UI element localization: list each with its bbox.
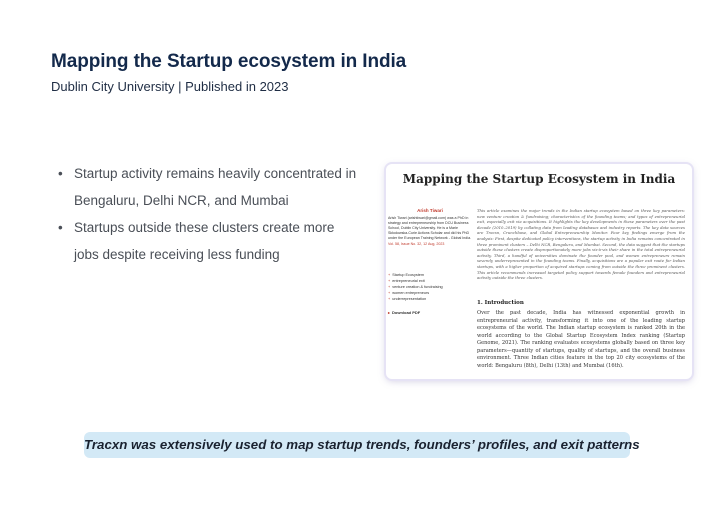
slide-title: Mapping the Startup ecosystem in India bbox=[51, 51, 407, 72]
keyword-item: + underrepresentation bbox=[388, 297, 427, 301]
bullet-list bbox=[58, 160, 358, 268]
article-affiliation: Arish Tiwari (arishtiwari@gmail.com) was a PhD in strategy and entrepreneurship from DCU Business School, Dublin City University. He is a Marie Skłodowska-Curie Actions Scholar and did his PhD under the European Training Network - Global India. bbox=[388, 216, 472, 240]
slide-subtitle: Dublin City University | Published in 2023 bbox=[51, 79, 289, 94]
keyword-list bbox=[388, 272, 472, 302]
article-abstract: This article examines the major trends in the Indian startup ecosystem based on three key parameters: new venture creation & fundraising; characteristics of the founding teams; and types of entrepreneurial exit, especially exit via acquisitions. It highlights the key developments in these parameters over the past decade (2010–2019) by collating data from leading databases and industry reports. The key data sources are Tracxn, Crunchbase, and Global Entrepreneurship Monitor. Four key findings emerge from the analysis: First, despite dedicated policy interventions, the startup activity in India remains concentrated in three prominent clusters – Delhi NCR, Bengaluru, and Mumbai. Second, the data suggest that the startups outside these clusters create disproportionately more jobs vis-à-vis their share in the total entrepreneurial activity. Third, a handful of universities dominate the founder pool, and women entrepreneurs remain severely underrepresented in the founding teams. Finally, acquisitions are a popular exit route for Indian startups, with a higher proportion of acquired startups coming from outside the three prominent clusters. This article recommends increased targeted policy support towards female founders and entrepreneurial activity outside the three clusters. bbox=[477, 208, 685, 281]
plus-icon: + bbox=[388, 297, 391, 301]
callout-banner: Tracxn was extensively used to map startup trends, founders’ profiles, and exit patterns bbox=[84, 432, 630, 458]
keyword-item: + Startup Ecosystem bbox=[388, 273, 425, 277]
article-screenshot bbox=[386, 164, 692, 379]
article-body: Over the past decade, India has witnessed exponential growth in entrepreneurial activity, transforming it into one of the leading startup ecosystems of the world. The Indian startup ecosystem is ranked 20th in the world according to the Global Startup Ecosystem Index ranking (Startup Genome, 2021). The ranking evaluates ecosystems globally based on three key parameters—quantity of startups, quality of startups, and the overall business environment. Three Indian cities feature in the top 20 city ecosystems of the world: Bengaluru (8th), Delhi (13th) and Mumbai (16th). bbox=[477, 310, 685, 369]
download-pdf-link: ▸ Download PDF bbox=[388, 310, 421, 315]
plus-icon: + bbox=[388, 279, 391, 283]
plus-icon: + bbox=[388, 273, 391, 277]
bullet-item: • Startup activity remains heavily concentrated in Bengaluru, Delhi NCR, and Mumbai bbox=[58, 160, 358, 214]
download-icon: ▸ bbox=[388, 310, 391, 315]
article-sidebar bbox=[388, 208, 472, 315]
bullet-item: • Startups outside these clusters create more jobs despite receiving less funding bbox=[58, 214, 358, 268]
article-title: Mapping the Startup Ecosystem in India bbox=[402, 172, 676, 186]
plus-icon: + bbox=[388, 291, 391, 295]
article-main bbox=[477, 208, 685, 379]
section-heading: 1. Introduction bbox=[477, 300, 524, 306]
keyword-item: + women entrepreneurs bbox=[388, 291, 430, 295]
keyword-item: + entrepreneurial exit bbox=[388, 279, 425, 283]
article-volume: Vol. 58, Issue No. 32, 12 Aug, 2023 bbox=[388, 242, 445, 246]
plus-icon: + bbox=[388, 285, 391, 289]
article-author: Arish Tiwari bbox=[417, 208, 443, 213]
keyword-item: + venture creation & fundraising bbox=[388, 285, 443, 289]
